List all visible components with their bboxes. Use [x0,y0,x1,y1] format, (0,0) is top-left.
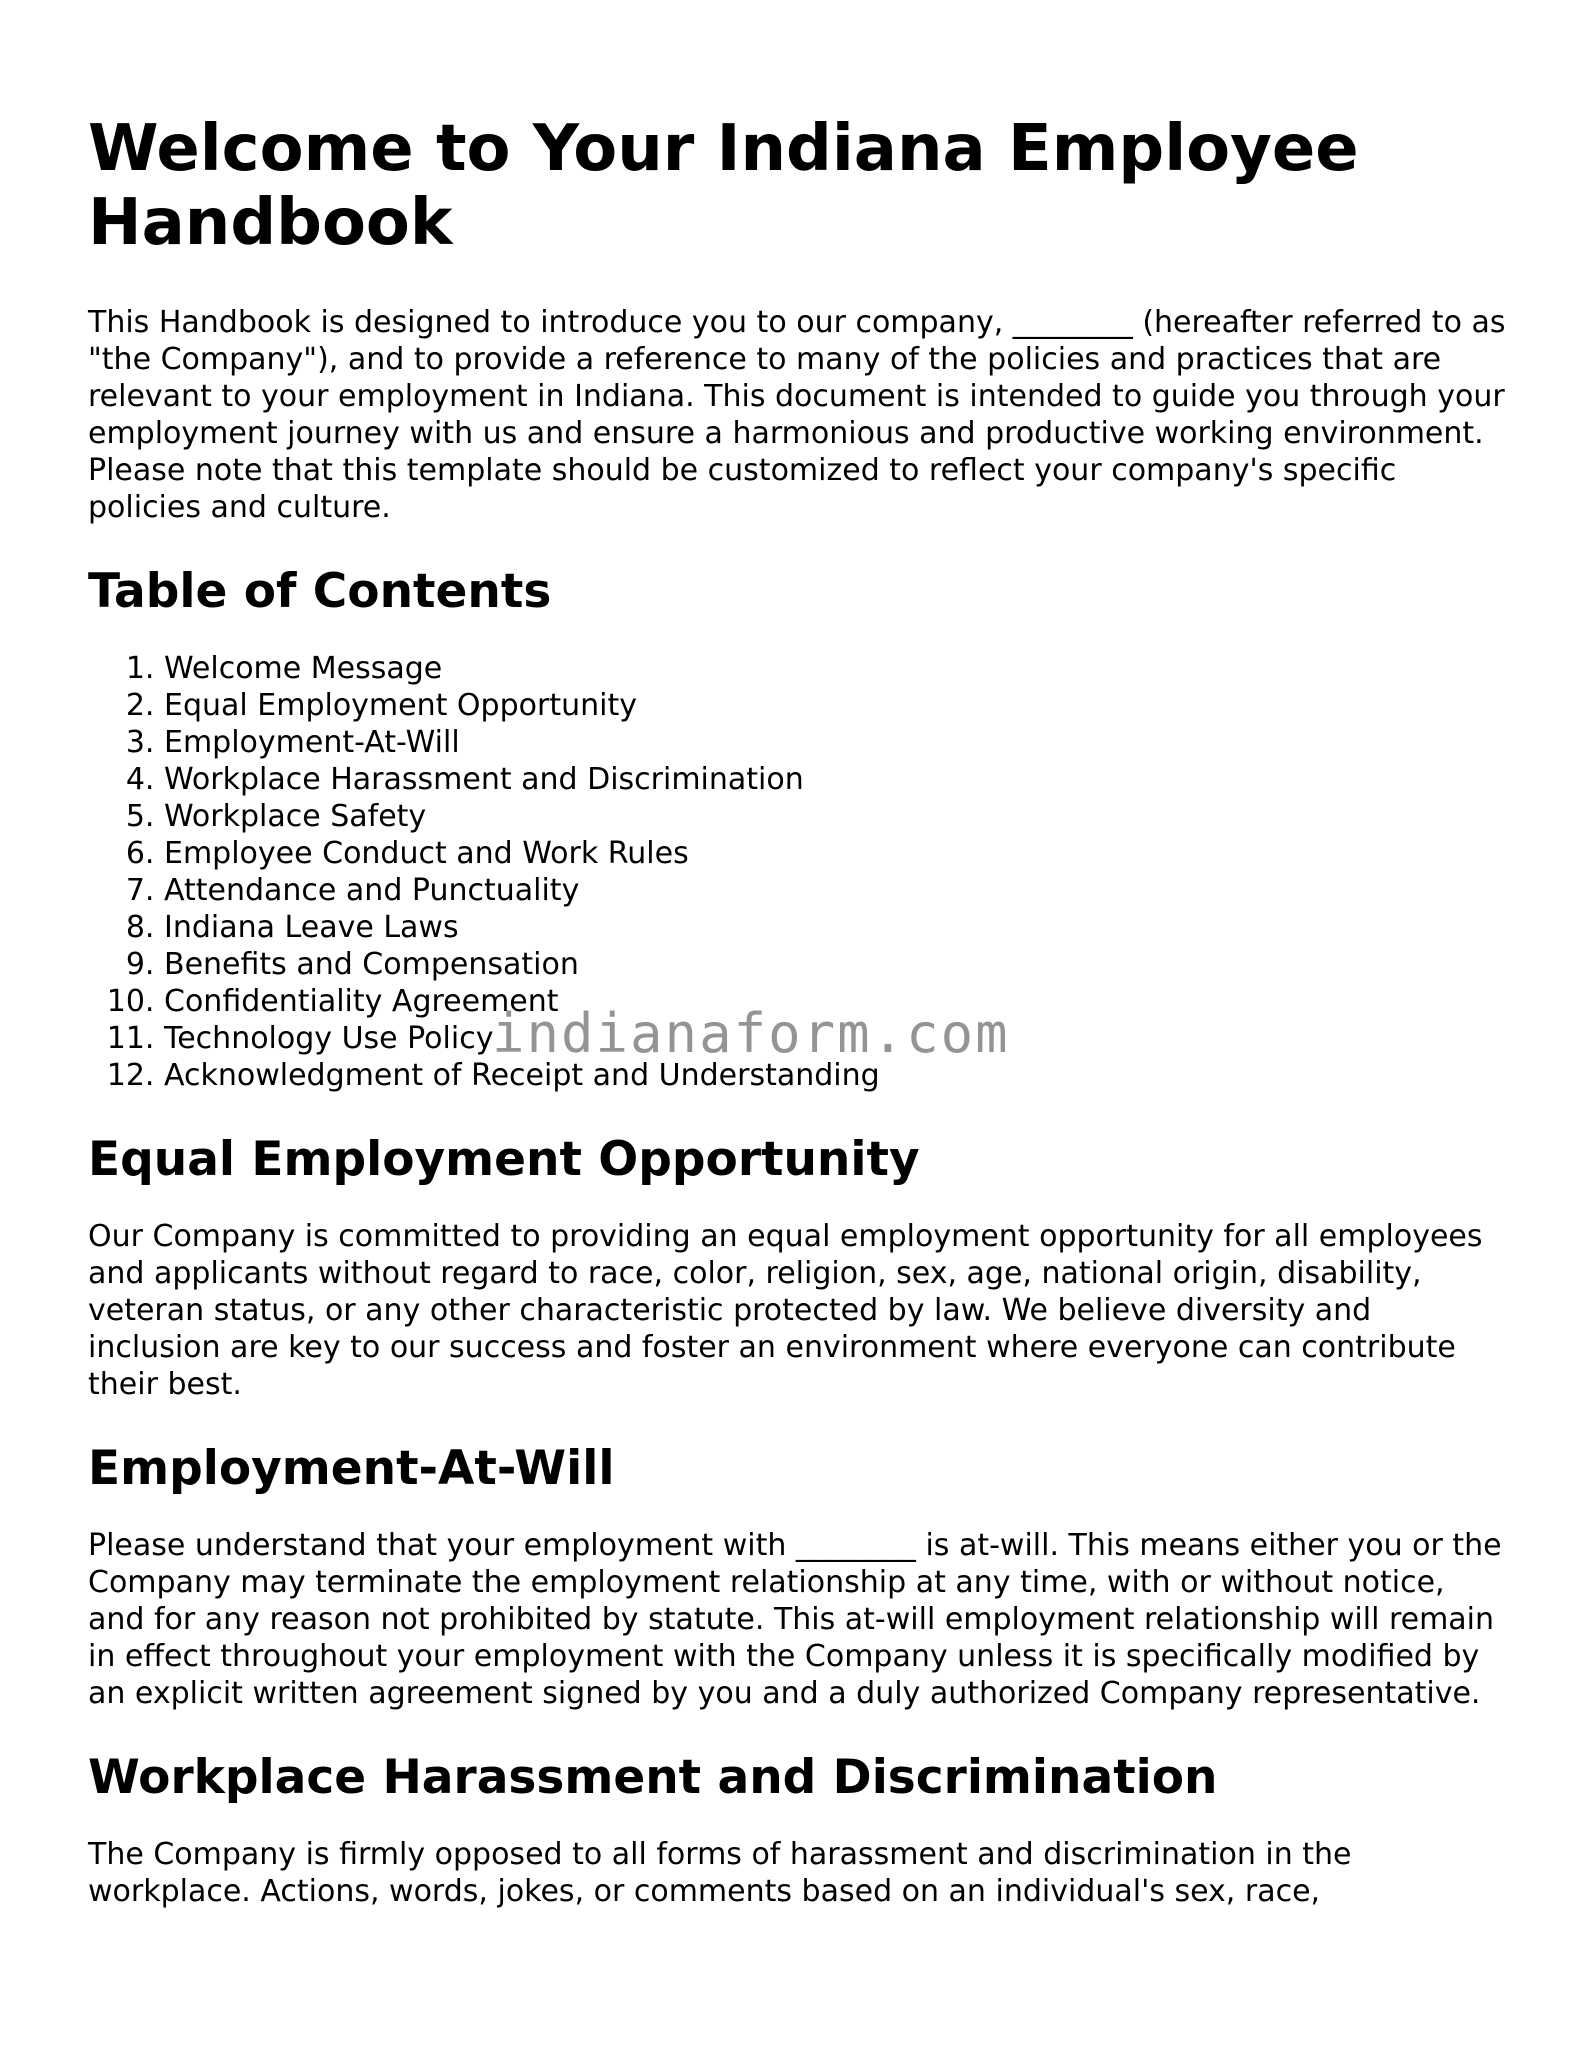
toc-item: 5. Workplace Safety [164,798,1508,835]
section-body-harassment: The Company is firmly opposed to all forms of harassment and discrimination in the workplace. Actions, words, jokes, or comments based on an individual's sex, race, [88,1837,1352,1909]
section-heading-at-will: Employment-At-Will [88,1441,615,1496]
toc-item: 6. Employee Conduct and Work Rules [164,835,1508,872]
toc-heading: Table of Contents [88,564,552,619]
toc-item: 7. Attendance and Punctuality [164,872,1508,909]
section-body-eeo: Our Company is committed to providing an equal employment opportunity for all employees and applicants without regard to race, color, religion, sex, age, national origin, disability, veteran status, or any other characteristic protected by law. We believe diversity and inclusion are key to our success and foster an environment where everyone can contribute their best. [88,1219,1483,1402]
toc-item: 4. Workplace Harassment and Discrimination [164,761,1508,798]
toc-item: 1. Welcome Message [164,650,1508,687]
section-body-at-will: Please understand that your employment with ________ is at-will. This means either you or the Company may terminate the employment relationship at any time, with or without notice, and for any reason not prohibited by statute. This at-will employment relationship will remain in effect throughout your employment with the Company unless it is specifically modified by an explicit written agreement signed by you and a duly authorized Company representative. [88,1528,1502,1711]
watermark-text: indianaform.com [492,1002,1010,1065]
toc-item: 9. Benefits and Compensation [164,946,1508,983]
intro-paragraph: This Handbook is designed to introduce you to our company, ________ (hereafter referred to as "the Company"), and to provide a reference to many of the policies and practices that are relevant to your employment in Indiana. This document is intended to guide you through your employment journey with us and ensure a harmonious and productive working environment. Please note that this template should be customized to reflect your company's specific policies and culture. [88,305,1506,525]
section-heading-eeo: Equal Employment Opportunity [88,1132,920,1187]
toc-item: 8. Indiana Leave Laws [164,909,1508,946]
toc-item: 12. Acknowledgment of Receipt and Understanding [164,1057,1508,1094]
toc-item: 3. Employment-At-Will [164,724,1508,761]
toc-item: 10. Confidentiality Agreement [164,983,1508,1020]
toc-item: 2. Equal Employment Opportunity [164,687,1508,724]
section-heading-harassment: Workplace Harassment and Discrimination [88,1750,1218,1805]
toc-item: 11. Technology Use Policy [164,1020,1508,1057]
document-title: Welcome to Your Indiana Employee Handbook [88,112,1359,260]
